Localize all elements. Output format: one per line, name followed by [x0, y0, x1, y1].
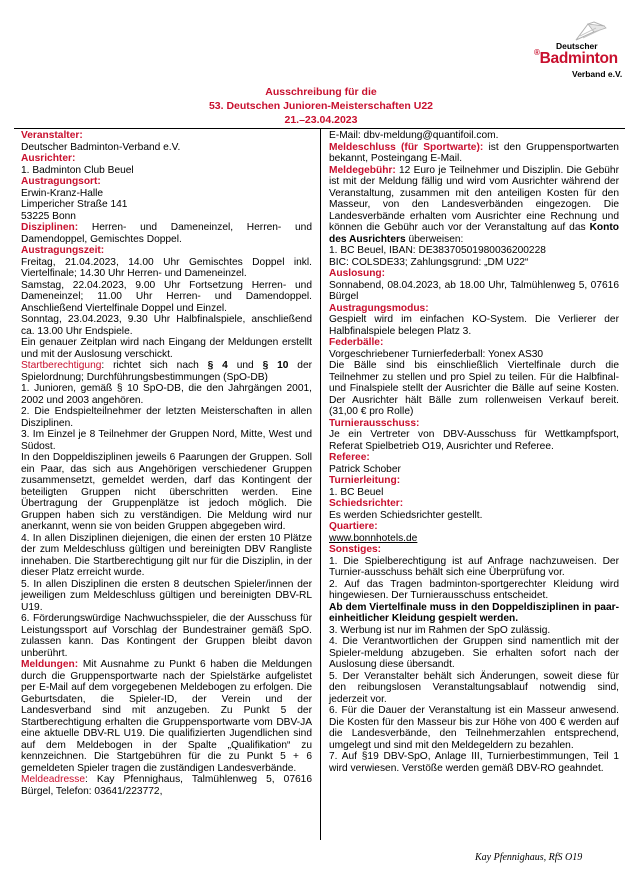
disziplinen-paragraph	[21, 222, 312, 245]
turnierausschuss-label: Turnierausschuss:	[329, 417, 420, 429]
federbaelle-label: Federbälle:	[329, 337, 384, 348]
column-separator	[320, 128, 321, 840]
sonstiges-label: Sonstiges:	[329, 544, 382, 555]
auslosung-text: Sonnabend, 08.04.2023, ab 18.00 Uhr, Talmühlenweg 5, 07616 Bürgel	[329, 279, 619, 302]
startberechtigung-item-3: 3. Im Einzel je 8 Teilnehmer der Gruppen Nord, Mitte, West und Südost.	[21, 429, 312, 452]
bank-bic: BIC: COLSDE33; Zahlungsgrund: „DM U22“	[329, 256, 529, 268]
meldungen-text: Mit Ausnahme zu Punkt 6 haben die Meldungen durch die Gruppensportwarte nach der Spielstärke aufgelistet per E-Mail auf dem vorgegebenen Meldebogen zu erfolgen. Die Geburtsdaten, die Spieler-ID, der Verein und der Landesverband sind mit anzugeben. Zu Punkt 5 der Startberechtigung erhalten die Gruppensportwarte vom DBV-JA eine aktuelle DBV-RL U19. Die qualifizierten Jugendlichen sind auf dem Meldebogen in der Spalte „Qualifikation“ zu kennzeichnen. Die Startgebühren für die zu Punkt 5 + 6 gemeldeten Spieler tragen die zuständigen Landesverbände.	[21, 659, 312, 774]
austragungsmodus-text: Gespielt wird im einfachen KO-System. Die Verlierer der Halbfinalspiele belegen Platz 3.	[329, 314, 619, 337]
heading-line-1: Ausschreibung für die	[265, 86, 377, 98]
meldeadresse-email: E-Mail: dbv-meldung@quantifoil.com.	[329, 130, 499, 141]
paragraph-4-ref: § 4	[207, 360, 228, 371]
startberechtigung-intro-e: der Spielordnung; Durchführungsbestimmungen (SpO-DB)	[21, 360, 313, 383]
veranstalter-label: Veranstalter:	[21, 130, 83, 141]
shuttlecock-icon	[574, 20, 608, 42]
referee-label: Referee:	[329, 452, 370, 463]
sonstiges-item-5: 5. Der Veranstalter behält sich Änderungen, soweit diese für den reibungslosen Veranstaltungsablauf notwendig sind, jederzeit vor.	[329, 670, 619, 705]
left-column	[21, 130, 312, 797]
austragungszeit-sunday: Sonntag, 23.04.2023, 9.30 Uhr Halbfinalspiele, anschließend ca. 13.00 Uhr Endspiele.	[21, 314, 312, 337]
meldegebuehr-paragraph	[329, 165, 619, 246]
meldeadresse-paragraph	[21, 774, 312, 797]
federbaelle-text-2: Die Bälle sind bis einschließlich Viertelfinale durch die Teilnehmer zu stellen und pro Spiel zu teilen. Für die Halbfinal- und Finalspiele stellt der Ausrichter die Bälle auf seine Kosten. Der Ausrichter hält Bälle zum rollenweisen Verkauf bereit. (31,00 € pro Rolle)	[329, 360, 619, 417]
sonstiges-item-6: 6. Für die Dauer der Veranstaltung ist ein Masseur anwesend. Die Kosten für den Masseur bis zur Höhe von 400 € werden auf die Landesverbände, den Teilnehmerzahlen entsprechend, umgelegt und sind mit den Meldegeldern zu bezahlen.	[329, 705, 619, 751]
federbaelle-text-1: Vorgeschriebener Turnierfederball: Yonex AS30	[329, 348, 544, 360]
disziplinen-text: Herren- und Dameneinzel, Herren- und Damendoppel, Gemischtes Doppel.	[21, 222, 312, 245]
bank-iban: 1. BC Beuel, IBAN: DE38370501980036200228	[329, 245, 546, 256]
ausrichter-text: 1. Badminton Club Beuel	[21, 164, 134, 176]
austragungsort-line-3: 53225 Bonn	[21, 210, 76, 222]
meldegebuehr-text: 12 Euro je Teilnehmer und Disziplin. Die Gebühr ist mit der Meldung fällig und wird vom Ausrichter während der Veranstaltung, zusammen mit den anteiligen Kosten für den Masseur, von den Landesverbänden eingezogen. Die Landesverbände erhalten vom Ausrichter eine Rechnung und können die Gebühr auch vor der Veranstaltung auf das	[329, 164, 619, 233]
startberechtigung-item-1: 1. Junioren, gemäß § 10 SpO-DB, die den Jahrgängen 2001, 2002 und 2003 angehören.	[21, 383, 312, 406]
austragungszeit-label: Austragungszeit:	[21, 245, 105, 256]
meldeschluss-paragraph	[329, 142, 619, 165]
austragungszeit-saturday: Samstag, 22.04.2023, 9.00 Uhr Fortsetzung Herren- und Dameneinzel; 11.00 Uhr Herren- und Damendoppel. Anschließend Viertelfinale Doppel und Einzel.	[21, 279, 312, 314]
meldungen-paragraph	[21, 659, 312, 774]
right-column	[329, 130, 619, 774]
ausrichter-label: Ausrichter:	[21, 153, 76, 164]
meldeadresse-text: : Kay Pfennighaus, Talmühlenweg 5, 07616 Bürgel, Telefon: 03641/223772,	[21, 774, 312, 797]
meldeschluss-text: ist den Gruppensportwarten bekannt, Posteingang E-Mail.	[329, 141, 619, 164]
meldeadresse-label: Meldeadresse	[21, 774, 85, 785]
sonstiges-item-2: 2. Auf das Tragen badminton-sportgerechter Kleidung wird hingewiesen. Der Turnierausschuss entscheidet.	[329, 578, 619, 601]
sonstiges-item-1: 1. Die Spielberechtigung ist auf Anfrage nachzuweisen. Der Turnier-ausschuss behält sich eine Überprüfung vor.	[329, 555, 619, 578]
sonstiges-item-3: 3. Werbung ist nur im Rahmen der SpO zulässig.	[329, 624, 551, 636]
referee-text: Patrick Schober	[329, 463, 401, 475]
disziplinen-label: Disziplinen:	[21, 222, 79, 233]
heading-line-2: 53. Deutschen Junioren-Meisterschaften U22	[208, 100, 434, 112]
quartiere-link[interactable]: www.bonnhotels.de	[329, 532, 418, 544]
meldegebuehr-text-2: überweisen:	[405, 233, 464, 245]
startberechtigung-label: Startberechtigung	[21, 360, 102, 371]
startberechtigung-item-6: 6. Förderungswürdige Nachwuchsspieler, die der Ausschuss für Leistungssport auf Vorschlag der Bundestrainer gemäß SpO. zulassen kann. Das Kontingent der Gruppen bleibt davon unberührt.	[21, 613, 312, 659]
logo-line-1: Deutscher	[556, 41, 598, 51]
meldegebuehr-label: Meldegebühr:	[329, 164, 396, 176]
logo-badminton-word: Badminton	[539, 50, 618, 68]
startberechtigung-item-3b: In den Doppeldisziplinen jeweils 6 Paarungen der Gruppen. Soll ein Paar, das sich aus Angehörigen verschiedener Gruppen zusammensetzt, gemeldet werden, darf das Kontingent der beteiligten Gruppen nicht überschritten werden. Eine Übertragung der Gruppenplätze ist jedoch möglich. Die Gruppen haben sich zu verständigen. Die Meldung wird nur anerkannt, wenn sie von beiden Gruppen abgegeben wird.	[21, 452, 312, 532]
austragungsort-line-1: Erwin-Kranz-Halle	[21, 187, 104, 199]
registered-mark: ®	[534, 48, 540, 57]
logo-line-2	[534, 50, 618, 68]
startberechtigung-item-2: 2. Die Endspielteilnehmer der letzten Meisterschaften in allen Disziplinen.	[21, 406, 312, 429]
startberechtigung-item-4: 4. In allen Disziplinen diejenigen, die einen der ersten 10 Plätze der zum Meldeschluss gültigen und bereinigten DBV Rangliste innehaben. Die Startberechtigung gilt nur für die Disziplin, in der dieser Platz erreicht wurde.	[21, 532, 312, 578]
turnierleitung-text: 1. BC Beuel	[329, 486, 384, 498]
sonstiges-item-4: 4. Die Verantwortlichen der Gruppen sind namentlich mit der Spieler-meldung abzugeben. Sie erhalten sofort nach der Auslosung diese übersandt.	[329, 636, 619, 670]
quartiere-label: Quartiere:	[329, 521, 378, 532]
heading-line-3: 21.–23.04.2023	[284, 114, 358, 126]
sonstiges-bold-note: Ab dem Viertelfinale muss in den Doppeldisziplinen in paar-einheitlicher Kleidung gespielt werden.	[329, 601, 619, 624]
turnierausschuss-text: Je ein Vertreter von DBV-Ausschuss für Wettkampfsport, Referat Spielbetrieb O19, Ausrichter und Referee.	[329, 429, 619, 452]
austragungsort-label: Austragungsort:	[21, 176, 101, 187]
schiedsrichter-label: Schiedsrichter:	[329, 498, 404, 509]
turnierleitung-label: Turnierleitung:	[329, 475, 401, 486]
dbv-logo	[522, 20, 630, 80]
signature: Kay Pfennighaus, RfS O19	[475, 852, 583, 863]
austragungsmodus-label: Austragungsmodus:	[329, 302, 429, 314]
austragungszeit-friday: Freitag, 21.04.2023, 14.00 Uhr Gemischtes Doppel inkl. Viertelfinale; 14.30 Uhr Herren- und Dameneinzel.	[21, 256, 312, 279]
schiedsrichter-text: Es werden Schiedsrichter gestellt.	[329, 509, 483, 521]
sonstiges-item-7: 7. Auf §19 DBV-SpO, Anlage III, Turnierbestimmungen, Teil 1 wird verwiesen. Verstöße werden gemäß DBV-RO geahndet.	[329, 751, 619, 774]
auslosung-label: Auslosung:	[329, 268, 386, 279]
meldeschluss-label: Meldeschluss (für Sportwarte):	[329, 141, 484, 153]
meldungen-label: Meldungen:	[21, 659, 79, 670]
austragungszeit-note: Ein genauer Zeitplan wird nach Eingang der Meldungen erstellt und mit der Auslosung verschickt.	[21, 337, 312, 360]
startberechtigung-paragraph	[21, 360, 312, 383]
startberechtigung-intro-c: und	[227, 360, 263, 371]
startberechtigung-item-5: 5. In allen Disziplinen die ersten 8 deutschen Spieler/innen der jeweiligen zum Meldeschluss gültigen und bereinigten DBV-RL U19.	[21, 578, 312, 613]
paragraph-10-ref: § 10	[262, 360, 289, 371]
logo-line-3: Verband e.V.	[572, 69, 623, 79]
konto-des-ausrichters: Konto des Ausrichters	[329, 222, 619, 245]
startberechtigung-intro-a: : richtet sich nach	[101, 360, 208, 371]
austragungsort-line-2: Limpericher Straße 141	[21, 199, 128, 210]
veranstalter-text: Deutscher Badminton-Verband e.V.	[21, 141, 181, 153]
